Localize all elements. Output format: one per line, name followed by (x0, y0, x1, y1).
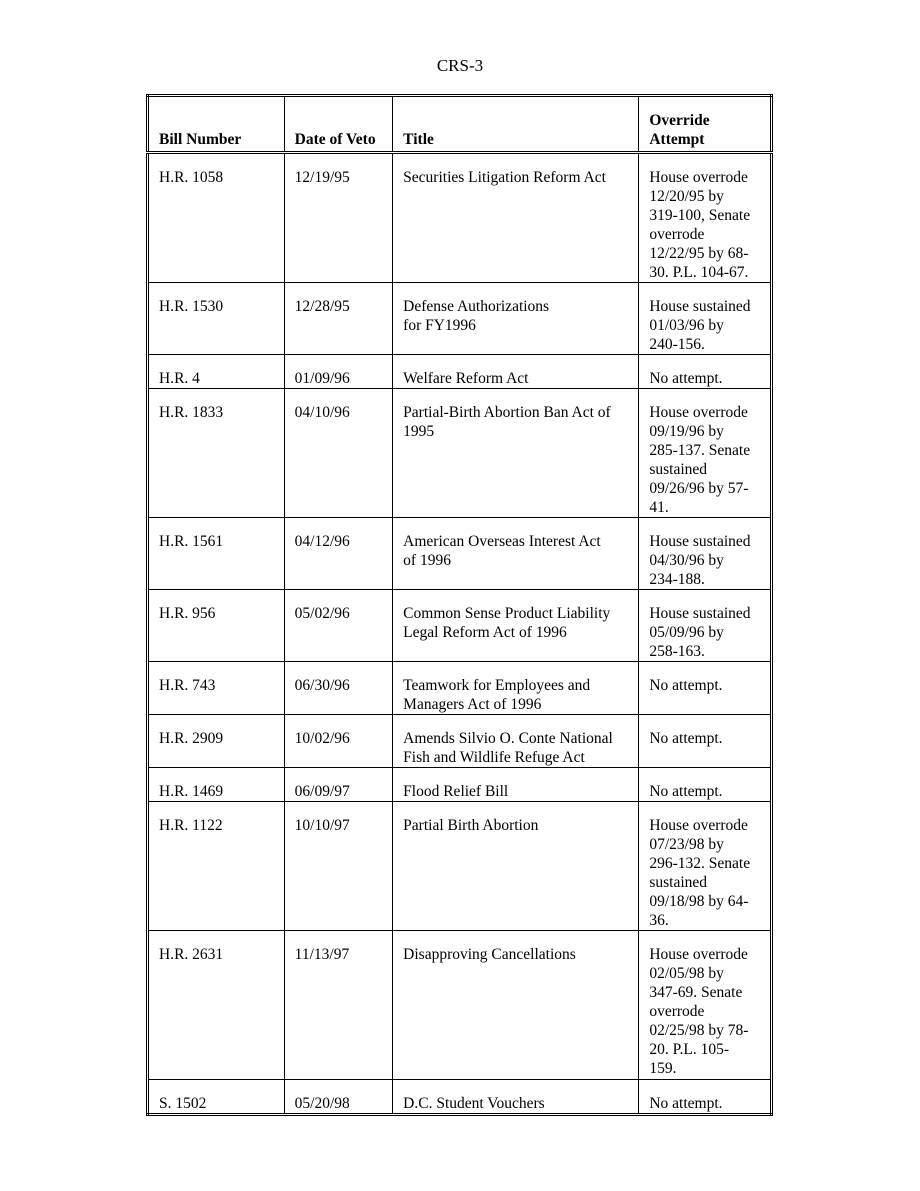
override-line: 258-163. (649, 643, 705, 660)
header-title: Title (393, 96, 639, 153)
override-line: 20. P.L. 105- (649, 1041, 730, 1058)
veto-date-cell: 06/30/96 (284, 662, 393, 715)
override-line: overrode (649, 1003, 705, 1020)
override-line: House sustained (649, 533, 751, 550)
override-line: House sustained (649, 605, 751, 622)
title-cell (393, 389, 639, 518)
table-row (148, 1080, 772, 1115)
veto-date-cell: 11/13/97 (284, 931, 393, 1080)
bill-number-cell: H.R. 1122 (148, 802, 285, 931)
bill-number-cell: S. 1502 (148, 1080, 285, 1115)
override-line: 36. (649, 912, 669, 929)
header-row (148, 96, 772, 153)
table-row (148, 389, 772, 518)
title-cell (393, 153, 639, 283)
override-line: 02/05/98 by (649, 965, 724, 982)
veto-date-cell: 10/10/97 (284, 802, 393, 931)
override-line: 02/25/98 by 78- (649, 1022, 749, 1039)
veto-date-cell: 04/12/96 (284, 518, 393, 590)
veto-date-cell: 12/19/95 (284, 153, 393, 283)
veto-date-cell: 06/09/97 (284, 768, 393, 802)
override-line: 296-132. Senate (649, 855, 751, 872)
override-line: 05/09/96 by (649, 624, 724, 641)
override-attempt-cell (639, 1080, 772, 1115)
title-line: Partial Birth Abortion (403, 817, 539, 834)
table-row (148, 802, 772, 931)
override-attempt-cell (639, 715, 772, 768)
title-line: Securities Litigation Reform Act (403, 169, 606, 186)
override-line: overrode (649, 226, 705, 243)
override-line: 41. (649, 499, 669, 516)
override-line: No attempt. (649, 370, 723, 387)
override-attempt-cell (639, 153, 772, 283)
title-line: Teamwork for Employees and (403, 677, 591, 694)
override-line: 09/18/98 by 64- (649, 893, 749, 910)
title-line: Defense Authorizations (403, 298, 550, 315)
title-cell (393, 662, 639, 715)
override-attempt-cell (639, 389, 772, 518)
override-line: 159. (649, 1060, 677, 1077)
override-attempt-cell (639, 802, 772, 931)
table-row (148, 590, 772, 662)
override-line: House overrode (649, 946, 748, 963)
override-attempt-cell (639, 590, 772, 662)
override-line: 04/30/96 by (649, 552, 724, 569)
override-line: House overrode (649, 817, 748, 834)
bill-number-cell: H.R. 1833 (148, 389, 285, 518)
override-line: 319-100, Senate (649, 207, 751, 224)
bill-number-cell: H.R. 1530 (148, 283, 285, 355)
title-cell (393, 283, 639, 355)
title-cell (393, 802, 639, 931)
title-cell (393, 518, 639, 590)
title-line: Disapproving Cancellations (403, 946, 576, 963)
title-cell (393, 1080, 639, 1115)
veto-date-cell: 10/02/96 (284, 715, 393, 768)
header-bill-number: Bill Number (148, 96, 285, 153)
bill-number-cell: H.R. 1561 (148, 518, 285, 590)
veto-date-cell: 12/28/95 (284, 283, 393, 355)
override-line: 12/22/95 by 68- (649, 245, 749, 262)
override-line: 240-156. (649, 336, 705, 353)
table-row (148, 715, 772, 768)
override-line: 347-69. Senate (649, 984, 743, 1001)
override-attempt-cell (639, 283, 772, 355)
veto-table (146, 94, 773, 1116)
veto-date-cell: 05/02/96 (284, 590, 393, 662)
override-line: No attempt. (649, 783, 723, 800)
override-attempt-cell (639, 768, 772, 802)
veto-date-cell: 01/09/96 (284, 355, 393, 389)
title-line: Legal Reform Act of 1996 (403, 624, 567, 641)
title-line: Fish and Wildlife Refuge Act (403, 749, 585, 766)
table-row (148, 931, 772, 1080)
header-override-attempt (639, 96, 772, 153)
bill-number-cell: H.R. 4 (148, 355, 285, 389)
title-line: D.C. Student Vouchers (403, 1095, 545, 1112)
title-cell (393, 931, 639, 1080)
override-line: sustained (649, 874, 708, 891)
override-attempt-cell (639, 662, 772, 715)
override-line: 09/19/96 by (649, 423, 724, 440)
title-cell (393, 768, 639, 802)
page-header: CRS-3 (436, 56, 484, 75)
override-line: 30. P.L. 104-67. (649, 264, 749, 281)
title-cell (393, 590, 639, 662)
header-override-line: Override (649, 112, 710, 129)
override-attempt-cell (639, 518, 772, 590)
bill-number-cell: H.R. 956 (148, 590, 285, 662)
override-line: 09/26/96 by 57- (649, 480, 749, 497)
table-row (148, 283, 772, 355)
override-line: House overrode (649, 169, 748, 186)
title-cell (393, 715, 639, 768)
override-line: No attempt. (649, 1095, 723, 1112)
veto-date-cell: 04/10/96 (284, 389, 393, 518)
override-line: 285-137. Senate (649, 442, 751, 459)
override-line: House sustained (649, 298, 751, 315)
table-row (148, 153, 772, 283)
title-line: Partial-Birth Abortion Ban Act of (403, 404, 611, 421)
title-line: of 1996 (403, 552, 451, 569)
table-row (148, 355, 772, 389)
title-line: for FY1996 (403, 317, 476, 334)
bill-number-cell: H.R. 2631 (148, 931, 285, 1080)
bill-number-cell: H.R. 743 (148, 662, 285, 715)
override-line: No attempt. (649, 677, 723, 694)
header-date-of-veto: Date of Veto (284, 96, 393, 153)
title-line: Amends Silvio O. Conte National (403, 730, 613, 747)
header-override-line: Attempt (649, 131, 705, 148)
title-line: American Overseas Interest Act (403, 533, 601, 550)
table-row (148, 768, 772, 802)
title-line: Managers Act of 1996 (403, 696, 542, 713)
table-row (148, 518, 772, 590)
title-line: 1995 (403, 423, 435, 440)
override-line: 07/23/98 by (649, 836, 724, 853)
override-attempt-cell (639, 355, 772, 389)
bill-number-cell: H.R. 1469 (148, 768, 285, 802)
title-line: Flood Relief Bill (403, 783, 509, 800)
title-line: Common Sense Product Liability (403, 605, 611, 622)
override-line: House overrode (649, 404, 748, 421)
override-line: sustained (649, 461, 708, 478)
override-line: 12/20/95 by (649, 188, 724, 205)
override-line: 234-188. (649, 571, 705, 588)
override-attempt-cell (639, 931, 772, 1080)
override-line: 01/03/96 by (649, 317, 724, 334)
override-line: No attempt. (649, 730, 723, 747)
table-row (148, 662, 772, 715)
bill-number-cell: H.R. 1058 (148, 153, 285, 283)
veto-date-cell: 05/20/98 (284, 1080, 393, 1115)
title-line: Welfare Reform Act (403, 370, 529, 387)
title-cell (393, 355, 639, 389)
bill-number-cell: H.R. 2909 (148, 715, 285, 768)
